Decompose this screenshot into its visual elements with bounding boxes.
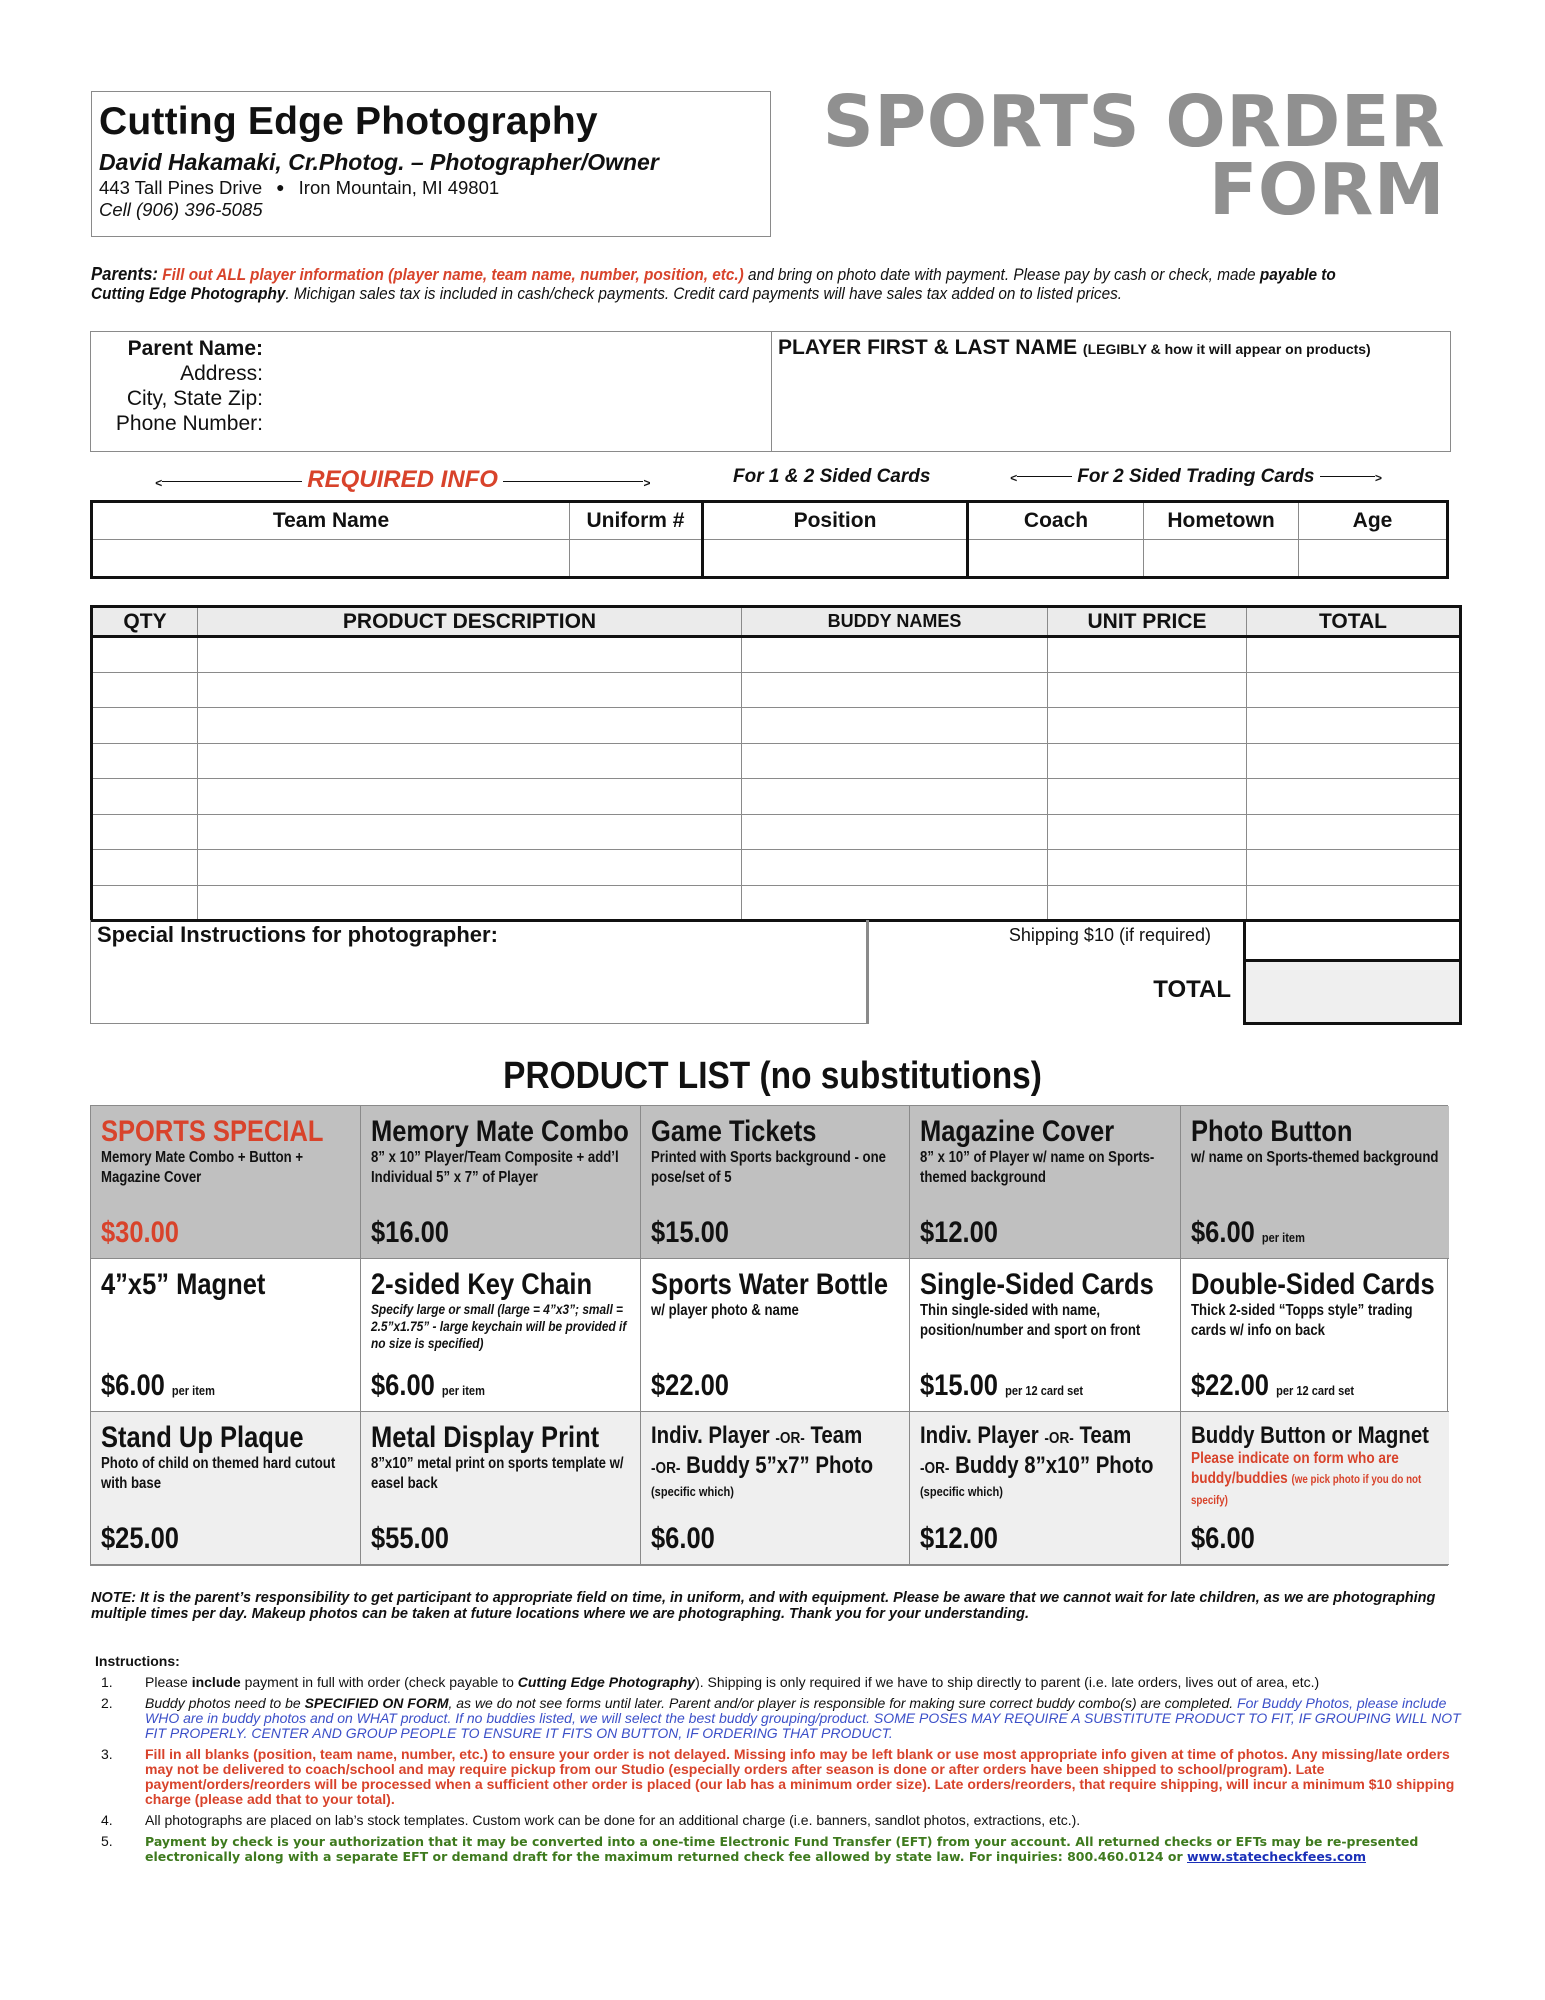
order-header-row xyxy=(92,607,1461,637)
col-team-name: Team Name xyxy=(92,502,570,540)
product-grid xyxy=(90,1105,1448,1566)
product-price: $12.00 xyxy=(920,1522,999,1555)
parents-text-2: . Michigan sales tax is included in cash/check payments. Credit card payments will have sales tax added on to listed prices. xyxy=(285,285,1123,303)
player-name-field[interactable] xyxy=(772,332,1450,451)
product-price: $25.00 xyxy=(101,1522,180,1555)
product-price: $22.00 per 12 card set xyxy=(1191,1369,1355,1402)
required-info-label: < REQUIRED INFO > xyxy=(155,466,651,493)
description-cell[interactable] xyxy=(198,708,742,744)
product-list-title: PRODUCT LIST (no substitutions) xyxy=(503,1055,1042,1097)
col-coach: Coach xyxy=(968,502,1144,540)
qty-cell[interactable] xyxy=(92,885,198,921)
product-name: Game Tickets xyxy=(651,1115,817,1148)
instruction-item: 4. All photographs are placed on lab’s stock templates. Custom work can be done for an additional charge (i.e. banners, sandlot photos, extractions, etc.). xyxy=(101,1812,1081,1828)
special-instructions-field[interactable] xyxy=(90,920,867,1024)
col-total: TOTAL xyxy=(1247,607,1461,637)
buddy-cell[interactable] xyxy=(742,850,1048,886)
age-input[interactable] xyxy=(1299,540,1448,578)
buddy-cell[interactable] xyxy=(742,814,1048,850)
instruction-item: 1. Please include payment in full with order (check payable to Cutting Edge Photography). Shipping is only required if we have to ship directly to parent (i.e. late orders, lives out of area, etc.) xyxy=(101,1674,1320,1690)
unit-price-cell[interactable] xyxy=(1048,779,1247,815)
product-price: $6.00 per item xyxy=(1191,1216,1305,1249)
city: Iron Mountain, MI 49801 xyxy=(298,177,500,198)
product-sports-special xyxy=(91,1106,361,1259)
company-info-box xyxy=(91,91,771,237)
total-cell[interactable] xyxy=(1247,743,1461,779)
total-cell[interactable] xyxy=(1247,708,1461,744)
product-price: $12.00 xyxy=(920,1216,999,1249)
product-single-sided-cards xyxy=(910,1259,1181,1412)
trading-cards-label: < For 2 Sided Trading Cards > xyxy=(1010,466,1382,487)
product-desc: w/ player photo & name xyxy=(651,1302,799,1319)
col-age: Age xyxy=(1299,502,1448,540)
parents-bold-text: payable to Cutting Edge Photography xyxy=(91,266,1336,303)
product-magnet xyxy=(91,1259,361,1412)
cards-label: For 1 & 2 Sided Cards xyxy=(733,466,931,487)
trading-cards-text: For 2 Sided Trading Cards xyxy=(1077,466,1315,487)
product-magazine-cover xyxy=(910,1106,1181,1259)
total-cell[interactable] xyxy=(1247,779,1461,815)
product-desc: 8” x 10” of Player w/ name on Sports-themed background xyxy=(920,1149,1155,1186)
player-name-label: PLAYER FIRST & LAST NAME xyxy=(778,336,1078,359)
product-8x10-photo xyxy=(910,1412,1181,1565)
buddy-cell[interactable] xyxy=(742,743,1048,779)
qty-cell[interactable] xyxy=(92,672,198,708)
product-photo-button xyxy=(1181,1106,1449,1259)
instruction-item: 3. Fill in all blanks (position, team name, number, etc.) to ensure your order is not delayed. Missing info may be left blank or use most appropriate info given at time of photos. Any missing/late orders may not be delivered to coach/school and may require pickup from our Studio (especially orders after season is done or after orders have been shipped to school/program). Late payment/orders/reorders will be processed when a sufficient other order is placed (our lab has a minimum order size). Late orders/reorders, that require shipping, will incur a minimum $10 shipping charge (please add that to your total). xyxy=(101,1746,1455,1807)
statecheckfees-link[interactable]: www.statecheckfees.com xyxy=(1187,1849,1367,1864)
product-double-sided-cards xyxy=(1181,1259,1449,1412)
order-row xyxy=(92,708,1461,744)
page-title xyxy=(745,80,1445,231)
qty-cell[interactable] xyxy=(92,708,198,744)
title-line-1: SPORTS ORDER xyxy=(822,80,1445,163)
col-product-description: PRODUCT DESCRIPTION xyxy=(198,607,742,637)
product-name: Sports Water Bottle xyxy=(651,1268,889,1301)
required-info-text: REQUIRED INFO xyxy=(307,466,498,493)
team-name-input[interactable] xyxy=(92,540,570,578)
instructions-heading: Instructions: xyxy=(95,1653,180,1669)
street: 443 Tall Pines Drive xyxy=(99,177,263,198)
qty-cell[interactable] xyxy=(92,814,198,850)
product-desc: Thick 2-sided “Topps style” trading cards w/ info on back xyxy=(1191,1302,1413,1339)
info-input-row xyxy=(92,540,1448,578)
product-desc: Printed with Sports background - one pose/set of 5 xyxy=(651,1149,886,1186)
product-buddy-button xyxy=(1181,1412,1449,1565)
product-name: Metal Display Print xyxy=(371,1421,600,1454)
unit-price-cell[interactable] xyxy=(1048,637,1247,673)
product-price: $22.00 xyxy=(651,1369,730,1402)
order-row xyxy=(92,850,1461,886)
total-cell[interactable] xyxy=(1247,885,1461,921)
product-name: Magazine Cover xyxy=(920,1115,1115,1148)
product-desc: (specific which) xyxy=(651,1484,734,1499)
col-buddy-names: BUDDY NAMES xyxy=(742,607,1048,637)
owner-line: David Hakamaki, Cr.Photog. – Photographer/Owner xyxy=(99,149,659,175)
product-desc: Thin single-sided with name, position/number and sport on front xyxy=(920,1302,1141,1339)
phone-number-label: Phone Number: xyxy=(115,412,263,435)
product-desc: Photo of child on themed hard cutout with base xyxy=(101,1455,336,1492)
unit-price-cell[interactable] xyxy=(1048,850,1247,886)
description-cell[interactable] xyxy=(198,850,742,886)
product-desc: w/ name on Sports-themed background xyxy=(1191,1149,1439,1166)
unit-price-cell[interactable] xyxy=(1048,708,1247,744)
shipping-label: Shipping $10 (if required) xyxy=(1008,925,1211,945)
product-price: $6.00 xyxy=(1191,1522,1255,1555)
product-name: Double-Sided Cards xyxy=(1191,1268,1435,1301)
grand-total-input[interactable] xyxy=(1243,962,1462,1025)
order-row xyxy=(92,743,1461,779)
player-name-hint: (LEGIBLY & how it will appear on products) xyxy=(1082,341,1371,357)
product-water-bottle xyxy=(641,1259,910,1412)
buddy-cell[interactable] xyxy=(742,637,1048,673)
hometown-input[interactable] xyxy=(1144,540,1299,578)
product-price: $6.00 per item xyxy=(101,1369,215,1402)
unit-price-cell[interactable] xyxy=(1048,743,1247,779)
buddy-cell[interactable] xyxy=(742,672,1048,708)
buddy-cell[interactable] xyxy=(742,779,1048,815)
buddy-cell[interactable] xyxy=(742,885,1048,921)
parents-label: Parents: xyxy=(91,264,158,284)
product-key-chain xyxy=(361,1259,641,1412)
col-qty: QTY xyxy=(92,607,198,637)
product-name: Photo Button xyxy=(1191,1115,1353,1148)
product-name: Stand Up Plaque xyxy=(101,1421,304,1454)
buddy-cell[interactable] xyxy=(742,708,1048,744)
title-line-2: FORM xyxy=(1208,148,1445,231)
description-cell[interactable] xyxy=(198,779,742,815)
product-stand-up-plaque xyxy=(91,1412,361,1565)
product-price: $16.00 xyxy=(371,1216,450,1249)
order-row xyxy=(92,637,1461,673)
description-cell[interactable] xyxy=(198,885,742,921)
product-name: Memory Mate Combo xyxy=(371,1115,629,1148)
total-cell[interactable] xyxy=(1247,850,1461,886)
total-cell[interactable] xyxy=(1247,814,1461,850)
product-desc: 8” x 10” Player/Team Composite + add’l Individual 5” x 7” of Player xyxy=(371,1149,619,1186)
city-state-zip-label: City, State Zip: xyxy=(126,387,263,410)
product-name: 4”x5” Magnet xyxy=(101,1268,266,1301)
coach-input[interactable] xyxy=(968,540,1144,578)
parents-text-1: and bring on photo date with payment. Please pay by cash or check, made xyxy=(743,266,1260,284)
description-cell[interactable] xyxy=(198,743,742,779)
order-row xyxy=(92,779,1461,815)
product-desc: Please indicate on form who are buddy/buddies (we pick photo if you do not specify) xyxy=(1191,1450,1422,1507)
col-hometown: Hometown xyxy=(1144,502,1299,540)
product-desc: Specify large or small (large = 4”x3”; small = 2.5”x1.75” - large keychain will be provided if no size is specified) xyxy=(371,1301,627,1351)
parent-info-field[interactable] xyxy=(91,332,772,451)
company-name: Cutting Edge Photography xyxy=(99,100,598,143)
product-price: $15.00 per 12 card set xyxy=(920,1369,1084,1402)
product-name: Single-Sided Cards xyxy=(920,1268,1154,1301)
instructions xyxy=(95,1654,1475,1870)
product-price: $6.00 per item xyxy=(371,1369,485,1402)
cell-phone: Cell (906) 396-5085 xyxy=(99,199,263,220)
address-line xyxy=(99,176,763,199)
product-game-tickets xyxy=(641,1106,910,1259)
col-unit-price: UNIT PRICE xyxy=(1048,607,1247,637)
product-desc: 8”x10” metal print on sports template w/ easel back xyxy=(371,1455,624,1492)
info-header-row xyxy=(92,502,1448,540)
product-name: Indiv. Player -OR- Team -OR- Buddy 5”x7” Photo xyxy=(651,1422,874,1479)
description-cell[interactable] xyxy=(198,637,742,673)
order-table xyxy=(90,605,1462,922)
parents-red-text: Fill out ALL player information (player name, team name, number, position, etc.) xyxy=(162,266,744,284)
required-info-table xyxy=(90,500,1449,579)
product-metal-display-print xyxy=(361,1412,641,1565)
unit-price-cell[interactable] xyxy=(1048,885,1247,921)
qty-cell[interactable] xyxy=(92,779,198,815)
product-name: SPORTS SPECIAL xyxy=(101,1115,324,1148)
product-price: $30.00 xyxy=(101,1216,180,1249)
order-row xyxy=(92,672,1461,708)
qty-cell[interactable] xyxy=(92,637,198,673)
col-position: Position xyxy=(703,502,968,540)
order-row xyxy=(92,814,1461,850)
product-desc: (specific which) xyxy=(920,1484,1003,1499)
product-5x7-photo xyxy=(641,1412,910,1565)
total-cell[interactable] xyxy=(1247,672,1461,708)
uniform-input[interactable] xyxy=(570,540,703,578)
product-name: 2-sided Key Chain xyxy=(371,1268,593,1301)
col-uniform: Uniform # xyxy=(570,502,703,540)
product-name: Buddy Button or Magnet xyxy=(1191,1422,1429,1449)
qty-cell[interactable] xyxy=(92,743,198,779)
product-name: Indiv. Player -OR- Team -OR- Buddy 8”x10” Photo xyxy=(920,1422,1154,1479)
address-label: Address: xyxy=(180,362,263,385)
order-row xyxy=(92,885,1461,921)
shipping-input[interactable] xyxy=(1243,920,1462,962)
note-paragraph: NOTE: It is the parent’s responsibility to get participant to appropriate field on time, in uniform, and with equipment. Please be aware that we cannot wait for late children, as we are photographing multiple times per day. Makeup photos can be taken at future locations where we are photographing. Thank you for your understanding. xyxy=(91,1590,1436,1622)
product-desc: Memory Mate Combo + Button + Magazine Cover xyxy=(101,1149,304,1186)
unit-price-cell[interactable] xyxy=(1048,672,1247,708)
total-label: TOTAL xyxy=(1153,976,1231,1003)
product-memory-mate-combo xyxy=(361,1106,641,1259)
unit-price-cell[interactable] xyxy=(1048,814,1247,850)
parents-note xyxy=(91,265,1365,304)
parent-info-box xyxy=(90,331,1451,452)
position-input[interactable] xyxy=(703,540,968,578)
total-cell[interactable] xyxy=(1247,637,1461,673)
description-cell[interactable] xyxy=(198,672,742,708)
qty-cell[interactable] xyxy=(92,850,198,886)
instruction-item: 2. Buddy photos need to be SPECIFIED ON FORM, as we do not see forms until later. Parent and/or player is responsible for making sure correct buddy combo(s) are completed. For Buddy Photos, please include WHO are in buddy photos and on WHAT product. If no buddies listed, we will select the best buddy grouping/product. SOME POSES MAY REQUIRE A SUBSTITUTE PRODUCT TO FIT, IF GROUPING WILL NOT FIT PROPERLY. CENTER AND GROUP PEOPLE TO ENSURE IT FITS ON BUTTON, IF ORDERING THAT PRODUCT. xyxy=(101,1695,1461,1741)
description-cell[interactable] xyxy=(198,814,742,850)
special-instructions-label: Special Instructions for photographer: xyxy=(97,922,498,947)
bullet-icon: ● xyxy=(276,179,285,195)
parent-name-label: Parent Name: xyxy=(127,337,263,360)
product-price: $15.00 xyxy=(651,1216,730,1249)
instruction-item: 5. Payment by check is your authorization that it may be converted into a one-time Electronic Fund Transfer (EFT) from your account. All returned checks or EFTs may be re-presented electronically along with a separate EFT or demand draft for the maximum returned check fee allowed by state law. For inquiries: 800.460.0124 or www.statecheckfees.com xyxy=(101,1833,1419,1864)
product-price: $6.00 xyxy=(651,1522,715,1555)
product-price: $55.00 xyxy=(371,1522,450,1555)
